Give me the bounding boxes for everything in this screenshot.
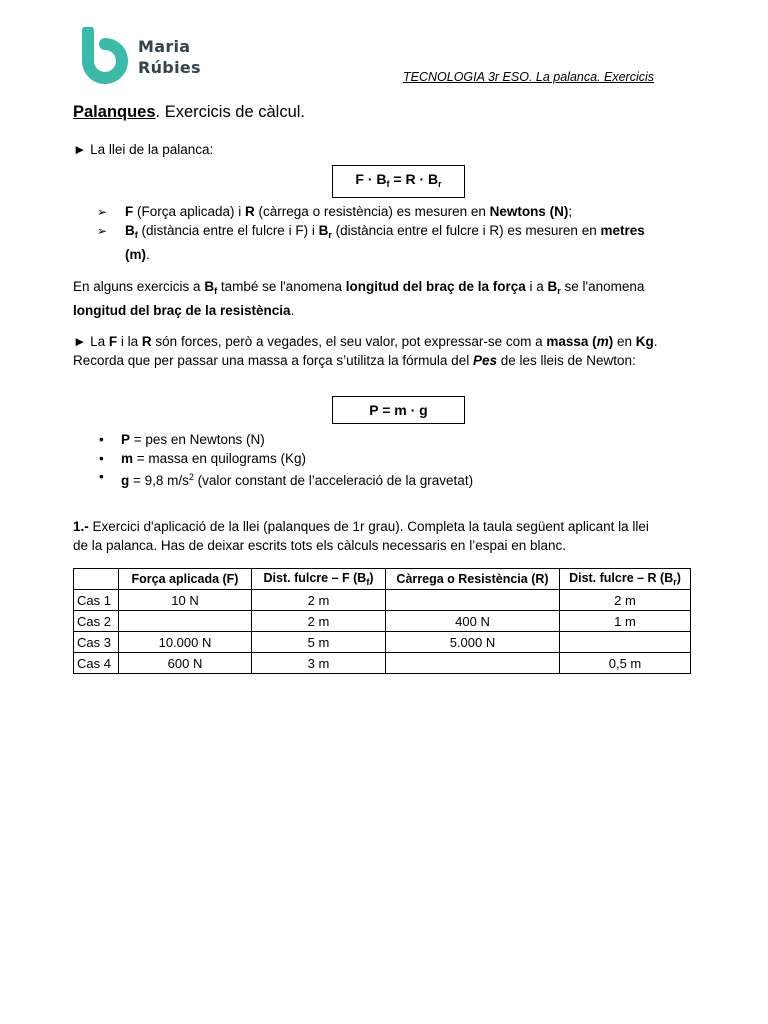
table-cell[interactable]: 2 m xyxy=(252,611,386,632)
weight-formula: P = m · g xyxy=(332,396,465,424)
table-cell[interactable] xyxy=(119,611,252,632)
formula-sub-r: r xyxy=(438,179,442,189)
term: longitud del braç de la resistència xyxy=(73,303,291,318)
header-text: Força aplicada (F) xyxy=(131,572,239,586)
text: (Força aplicada) i xyxy=(133,204,246,219)
row-label: Cas 2 xyxy=(74,611,119,632)
row-label: Cas 4 xyxy=(74,653,119,674)
text: (càrrega o resistència) es mesuren en xyxy=(254,204,490,219)
exercise-line-1 xyxy=(73,517,713,536)
table-header xyxy=(119,569,252,590)
sub-r: r xyxy=(673,577,677,587)
arrow-marker-icon: ► xyxy=(73,334,87,349)
maria-rubies-logo-icon xyxy=(79,27,131,85)
bullet-dot-icon: • xyxy=(99,450,104,466)
arrow-marker-icon: ► xyxy=(73,142,87,157)
document-reference: TECNOLOGIA 3r ESO. La palanca. Exercicis xyxy=(403,70,655,84)
law-intro xyxy=(73,142,213,157)
term-bf: B xyxy=(125,223,135,238)
text: ) xyxy=(608,334,614,349)
text: = 9,8 m/s xyxy=(129,473,189,488)
row-label: Cas 3 xyxy=(74,632,119,653)
arrowhead-bullet-icon: ➢ xyxy=(97,205,108,219)
term: longitud del braç de la força xyxy=(345,279,526,294)
header-text: Càrrega o Resistència (R) xyxy=(396,572,549,586)
header-text: ) xyxy=(369,571,374,585)
text: (distància entre el fulcre i R) es mesuren en xyxy=(331,223,601,238)
header-text: Dist. fulcre – R (B xyxy=(569,571,674,585)
table-row xyxy=(74,590,691,611)
header-text: ) xyxy=(676,571,681,585)
text: . xyxy=(146,247,150,262)
text: Exercici d'aplicació de la llei (palanques de 1r grau). Completa la taula següent aplicant la llei xyxy=(88,519,649,534)
term-br: B xyxy=(318,223,329,238)
table-cell[interactable]: 10 N xyxy=(119,590,252,611)
term-br: B xyxy=(547,279,558,294)
title-rest: . Exercicis de càlcul. xyxy=(155,103,306,121)
table-cell[interactable] xyxy=(560,632,691,653)
text: són forces, però a vegades, el seu valor, pot expressar-se com a xyxy=(151,334,547,349)
table-row xyxy=(74,611,691,632)
table-cell[interactable]: 2 m xyxy=(560,590,691,611)
table-cell[interactable]: 600 N xyxy=(119,653,252,674)
mass-line-1 xyxy=(73,332,703,351)
mass-paragraph xyxy=(73,332,703,370)
arrowhead-bullet-icon: ➢ xyxy=(97,224,108,238)
term: P xyxy=(121,432,131,447)
term-massa: massa ( xyxy=(546,334,597,349)
law-intro-text: La llei de la palanca: xyxy=(90,142,214,157)
logo-line-1: Maria xyxy=(138,37,191,56)
text: En alguns exercicis a xyxy=(73,279,205,294)
term: m xyxy=(121,450,134,466)
formula-part-a: F · B xyxy=(355,171,387,187)
weight-terms-list xyxy=(97,431,697,491)
exercise-number: 1.- xyxy=(73,519,89,534)
list-item xyxy=(97,450,697,469)
unit-metres: metres xyxy=(600,223,645,238)
unit-kg: Kg xyxy=(635,334,654,349)
superscript: 2 xyxy=(188,472,194,482)
exercise-1-statement xyxy=(73,517,713,555)
term-pes: Pes xyxy=(472,353,497,368)
term: g xyxy=(121,473,130,488)
term-m: m xyxy=(596,334,609,349)
table-cell[interactable]: 1 m xyxy=(560,611,691,632)
mass-line-2 xyxy=(73,351,703,370)
text: també se l'anomena xyxy=(217,279,346,294)
text: La xyxy=(86,334,109,349)
bullet-dot-icon: • xyxy=(99,432,104,447)
text: . xyxy=(290,303,295,318)
table-cell[interactable] xyxy=(386,653,560,674)
term-r: R xyxy=(245,204,255,219)
term-f: F xyxy=(108,334,118,349)
text: . xyxy=(653,334,658,349)
table-cell[interactable] xyxy=(386,590,560,611)
table-header xyxy=(252,569,386,590)
text: de les lleis de Newton: xyxy=(496,353,636,368)
list-item xyxy=(97,431,697,450)
row-label: Cas 1 xyxy=(74,590,119,611)
formula-sub-f: f xyxy=(386,179,390,189)
logo-line-2: Rúbies xyxy=(138,58,201,77)
sub-f: f xyxy=(366,577,370,587)
table-cell[interactable]: 2 m xyxy=(252,590,386,611)
arm-length-paragraph xyxy=(73,277,698,321)
logo-text xyxy=(138,36,201,78)
page-title xyxy=(73,103,305,122)
lever-exercise-table xyxy=(73,568,691,674)
list-item xyxy=(97,221,697,265)
table-cell[interactable]: 0,5 m xyxy=(560,653,691,674)
unit-newtons: Newtons (N) xyxy=(489,204,569,219)
text: = massa en quilograms (Kg) xyxy=(133,450,306,466)
table-cell[interactable]: 10.000 N xyxy=(119,632,252,653)
table-header-row xyxy=(74,569,691,590)
title-main: Palanques xyxy=(73,103,156,121)
term-bf: B xyxy=(204,279,215,294)
text: i a xyxy=(525,279,548,294)
text: Recorda que per passar una massa a força s’utilitza la fórmula del xyxy=(73,353,473,368)
text: = pes en Newtons (N) xyxy=(130,432,265,447)
lever-law-formula xyxy=(332,165,465,198)
list-item xyxy=(97,468,697,491)
text: (valor constant de l’acceleració de la gravetat) xyxy=(193,473,474,488)
header-text: Dist. fulcre – F (B xyxy=(263,571,367,585)
unit-m: (m) xyxy=(125,247,146,262)
text: (distància entre el fulcre i F) i xyxy=(137,223,319,238)
bullet-dot-icon: • xyxy=(99,469,104,484)
sub-r: r xyxy=(557,286,561,296)
term-r: R xyxy=(141,334,152,349)
list-item xyxy=(97,203,697,221)
exercise-line-2: de la palanca. Has de deixar escrits tots els càlculs necessaris en l’espai en blanc. xyxy=(73,538,567,553)
table-header xyxy=(386,569,560,590)
sub-f: f xyxy=(134,230,138,240)
table-cell[interactable]: 3 m xyxy=(252,653,386,674)
text: se l'anomena xyxy=(560,279,645,294)
text: i la xyxy=(117,334,142,349)
text: ; xyxy=(568,204,573,219)
table-header xyxy=(74,569,119,590)
table-row xyxy=(74,653,691,674)
table-header xyxy=(560,569,691,590)
table-cell[interactable]: 400 N xyxy=(386,611,560,632)
table-cell[interactable]: 5 m xyxy=(252,632,386,653)
formula-part-b: = R · B xyxy=(389,171,439,187)
table-row xyxy=(74,632,691,653)
text: en xyxy=(613,334,636,349)
table-cell[interactable]: 5.000 N xyxy=(386,632,560,653)
term-f: F xyxy=(125,204,134,219)
sub-r: r xyxy=(328,230,332,240)
units-list xyxy=(97,203,697,265)
sub-f: f xyxy=(214,286,218,296)
